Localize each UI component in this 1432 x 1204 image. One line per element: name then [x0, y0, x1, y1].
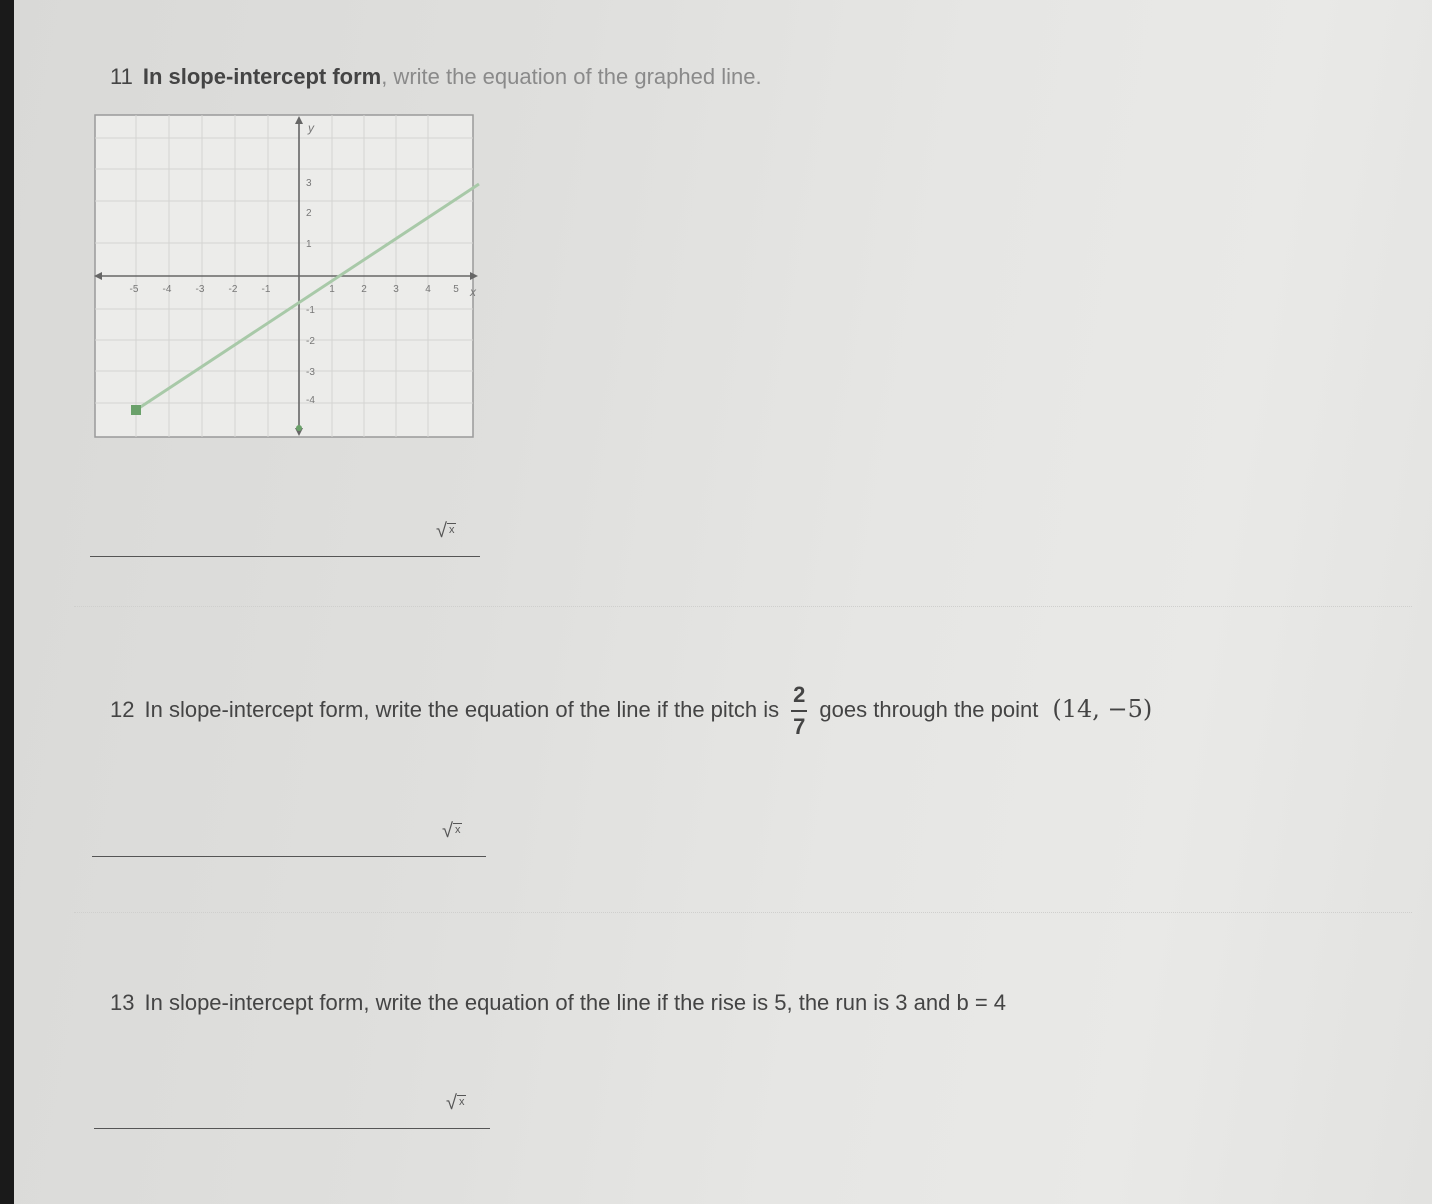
- x-tick-label: -5: [129, 284, 139, 295]
- answer-line-13[interactable]: [94, 1128, 490, 1129]
- question-12-text-after: goes through the point: [819, 696, 1039, 722]
- y-tick-label: -3: [306, 367, 315, 378]
- worksheet-page: [14, 0, 1432, 1204]
- fraction-numerator: 2: [791, 682, 807, 712]
- question-13-number: 13: [110, 990, 135, 1015]
- question-11: [110, 64, 762, 90]
- question-11-bold-text: In slope-intercept form: [142, 64, 382, 89]
- question-12: [110, 682, 1152, 740]
- sqrt-button-12[interactable]: [438, 818, 466, 845]
- coordinate-graph: [94, 114, 474, 438]
- question-11-number: 11: [110, 64, 133, 89]
- question-12-number: 12: [110, 696, 135, 722]
- sqrt-icon: √ x: [446, 1092, 465, 1114]
- y-tick-label: -4: [306, 395, 315, 406]
- x-tick-label: -3: [195, 284, 205, 295]
- x-tick-label: -2: [228, 284, 238, 295]
- x-tick-label: -4: [162, 284, 172, 295]
- x-tick-label: 3: [393, 284, 399, 295]
- question-12-text: In slope-intercept form, write the equation of the line if the pitch is: [144, 696, 780, 722]
- fraction-denominator: 7: [793, 714, 806, 739]
- line-endpoint: [131, 405, 141, 415]
- sqrt-icon: √ x: [442, 820, 461, 842]
- x-tick-label: -1: [261, 284, 271, 295]
- x-axis-arrow-icon: [470, 272, 478, 280]
- answer-line-11[interactable]: [90, 556, 480, 557]
- x-tick-label: 4: [425, 284, 431, 295]
- slope-fraction: [791, 682, 807, 740]
- y-tick-label: 3: [306, 178, 312, 189]
- section-divider: [74, 912, 1412, 913]
- answer-line-12[interactable]: [92, 856, 486, 857]
- x-axis-label: x: [470, 285, 476, 299]
- x-tick-label: 1: [329, 284, 335, 295]
- question-11-text: , write the equation of the graphed line.: [381, 64, 762, 89]
- sqrt-icon: √ x: [436, 520, 455, 542]
- x-tick-label: 5: [453, 284, 459, 295]
- y-tick-label: 1: [306, 239, 312, 250]
- sqrt-button-11[interactable]: [432, 518, 460, 545]
- y-tick-label: -1: [306, 305, 315, 316]
- y-tick-label: -2: [306, 336, 315, 347]
- question-13: [110, 990, 1006, 1016]
- y-tick-label: 2: [306, 208, 312, 219]
- question-13-text: In slope-intercept form, write the equation of the line if the rise is 5, the run is 3 and b = 4: [144, 990, 1007, 1015]
- sqrt-button-13[interactable]: [442, 1090, 470, 1117]
- section-divider: [74, 606, 1412, 607]
- x-tick-label: 2: [361, 284, 367, 295]
- y-axis-point: [296, 425, 302, 431]
- question-12-point: (14, −5): [1052, 694, 1153, 723]
- y-axis-label: y: [308, 121, 314, 135]
